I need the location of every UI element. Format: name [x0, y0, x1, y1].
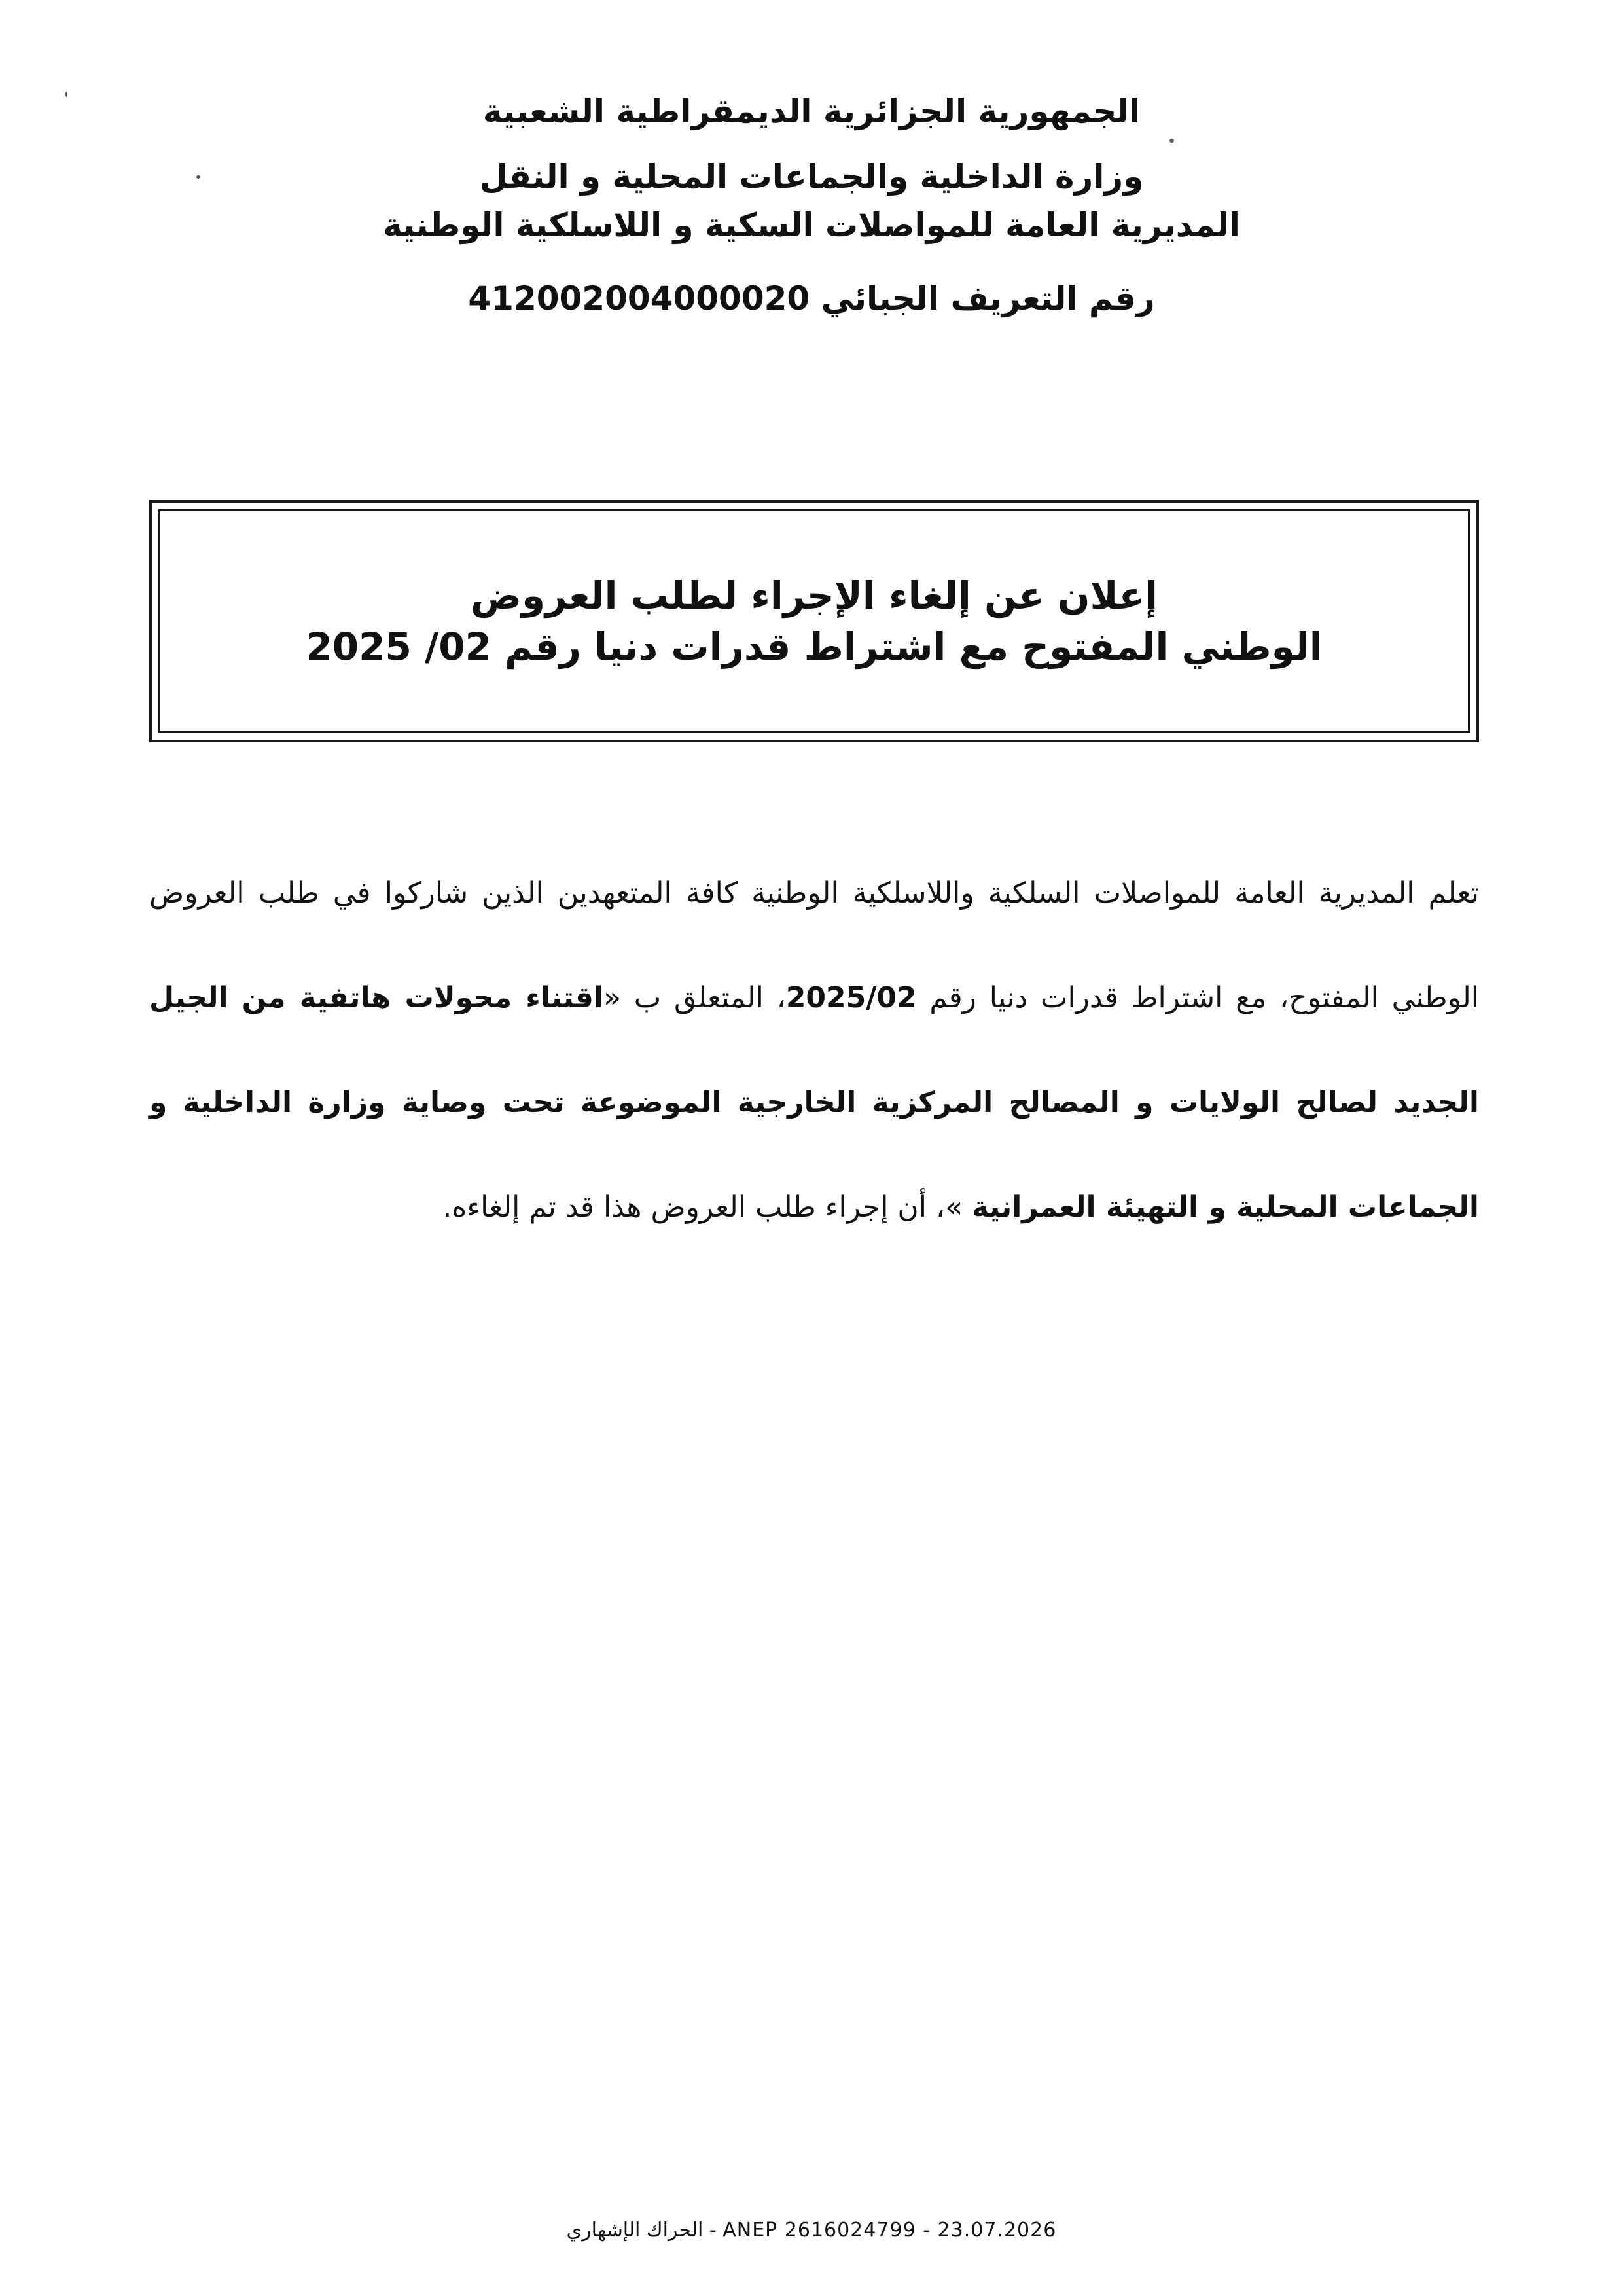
procurement-subject: اقتناء محولات هاتفية من الجيل الجديد لصالح الولايات و المصالح المركزية الخارجية الموضوعة تحت وصاية وزارة الداخلية و الجماعات المحلية و التهيئة العمرانية	[149, 981, 1479, 1224]
reference-number: 2025/02	[785, 981, 917, 1014]
announcement-body	[149, 841, 1479, 1260]
document-header	[366, 92, 1257, 318]
announcement-title-inner	[158, 509, 1470, 733]
republic-name: الجمهورية الجزائرية الديمقراطية الشعبية	[482, 92, 1141, 130]
directorate-name: المديرية العامة للمواصلات السكية و اللاسلكية الوطنية	[382, 206, 1241, 244]
body-part-2: ، المتعلق ب «	[603, 981, 786, 1014]
body-part-1: تعلم المديرية العامة للمواصلات السلكية واللاسلكية الوطنية كافة المتعهدين الذين شاركوا في طلب العروض الوطني المفتوح، مع اشتراط قدرات دنيا رقم	[149, 876, 1479, 1014]
publication-footer: الحراك الإشهاري - ANEP 2616024799 - 23.07.2026	[566, 2219, 1057, 2242]
scan-speck	[196, 175, 200, 179]
title-line-2: الوطني المفتوح مع اشتراط قدرات دنيا رقم 02/ 2025	[306, 624, 1323, 669]
title-line-1: إعلان عن إلغاء الإجراء لطلب العروض	[470, 573, 1158, 618]
ministry-name: وزارة الداخلية والجماعات المحلية و النقل	[479, 158, 1144, 196]
body-part-3: »، أن إجراء طلب العروض هذا قد تم إلغاءه.	[442, 1191, 972, 1224]
tax-id: رقم التعريف الجبائي 412002004000020	[468, 279, 1155, 317]
announcement-title-box	[149, 500, 1479, 742]
scan-speck	[65, 92, 67, 97]
